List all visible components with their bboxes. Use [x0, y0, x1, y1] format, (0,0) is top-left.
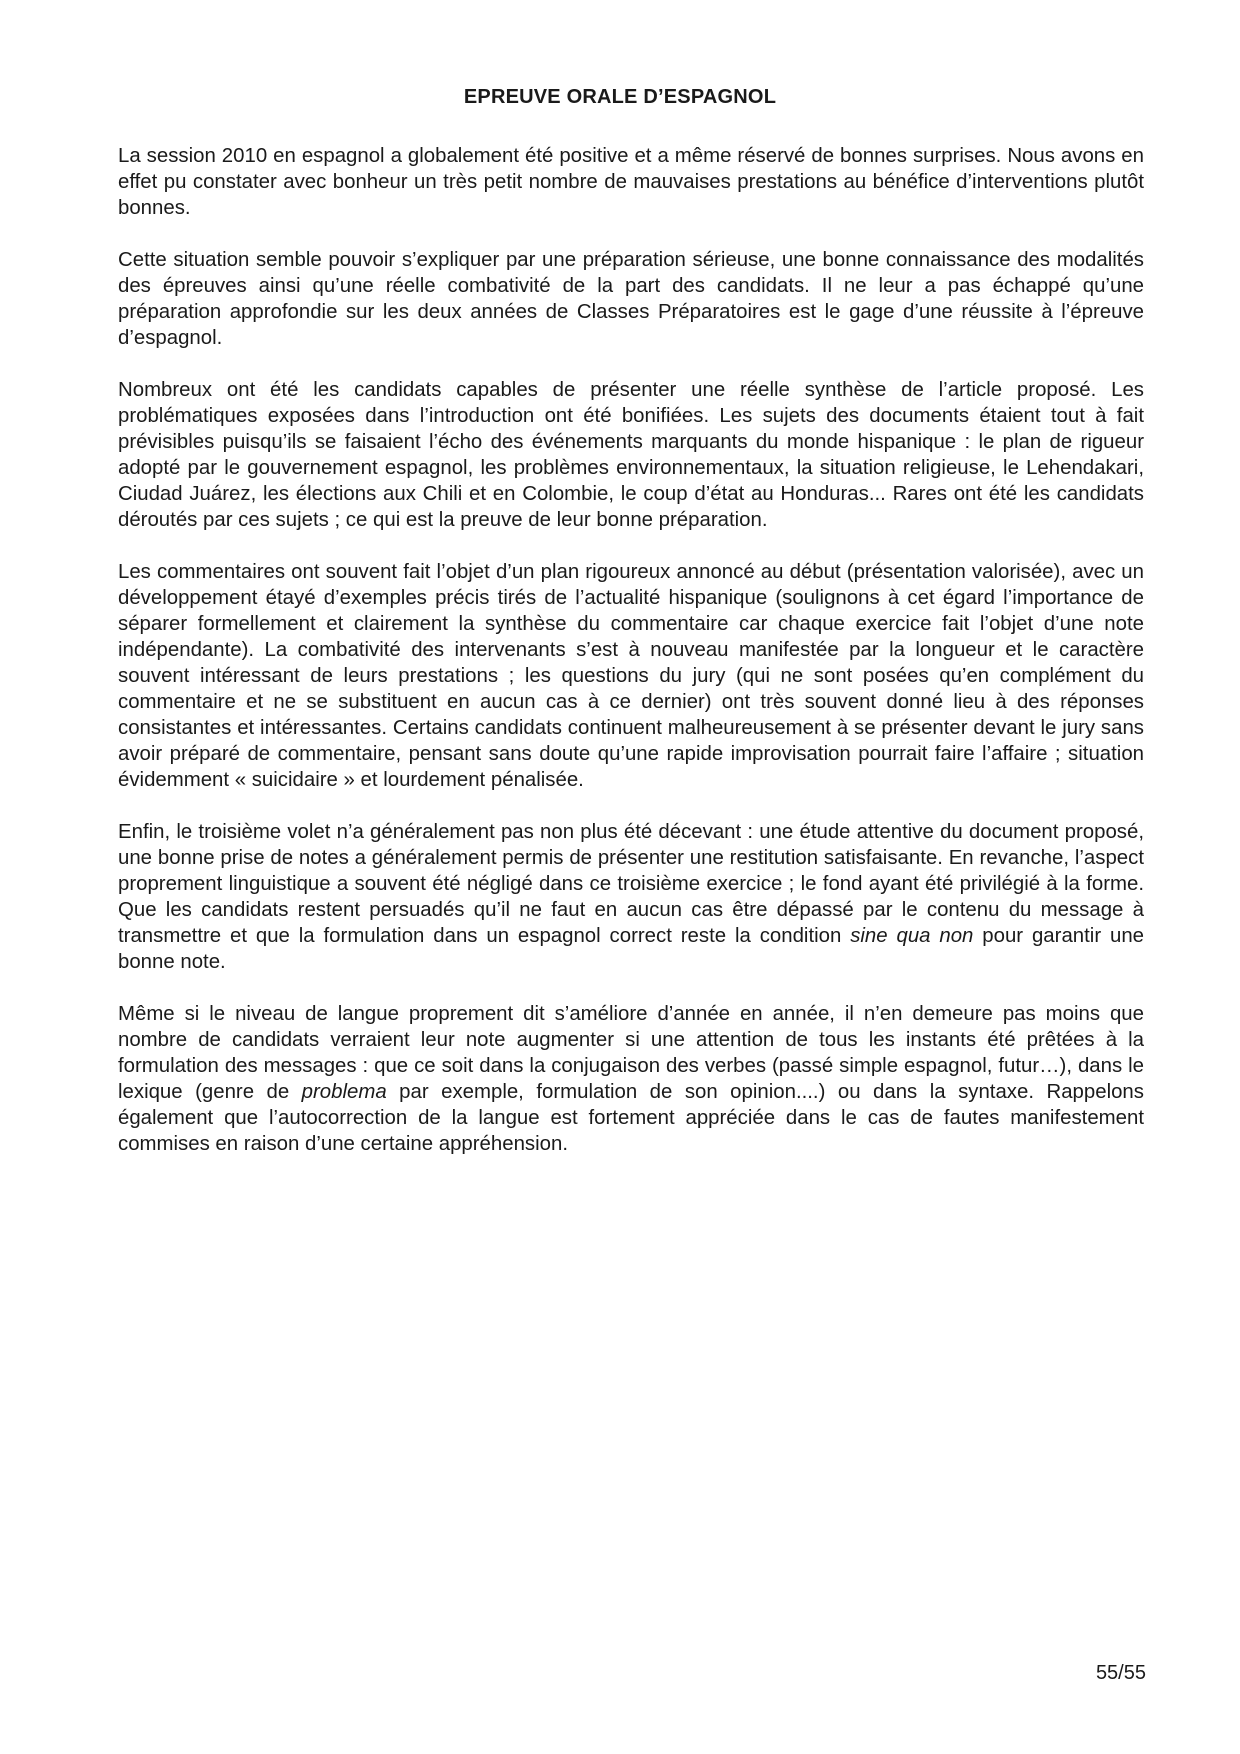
paragraph-3: Nombreux ont été les candidats capables de présenter une réelle synthèse de l’article proposé. Les problématiques exposées dans l’introduction ont été bonifiées. Les sujets des documents étaient tout à fait prévisibles puisqu’ils se faisaient l’écho des événements marquants du monde hispanique : le plan de rigueur adopté par le gouvernement espagnol, les problèmes environnementaux, la situation religieuse, le Lehendakari, Ciudad Juárez, les élections aux Chili et en Colombie, le coup d’état au Honduras... Rares ont été les candidats déroutés par ces sujets ; ce qui est la preuve de leur bonne préparation.: [118, 379, 1144, 531]
paragraph-2: Cette situation semble pouvoir s’expliquer par une préparation sérieuse, une bonne connaissance des modalités des épreuves ainsi qu’une réelle combativité de la part des candidats. Il ne leur a pas échappé qu’une préparation approfondie sur les deux années de Classes Préparatoires est le gage d’une réussite à l’épreuve d’espagnol.: [118, 249, 1144, 349]
document-body: [118, 143, 1144, 1183]
paragraph-6-text-after: par exemple, formulation de son opinion....) ou dans la syntaxe. Rappelons également que l’autocorrection de la langue est fortement appréciée dans le cas de fautes manifestement commises en raison d’une certaine appréhension.: [118, 1081, 1144, 1155]
paragraph-5-text-after: pour garantir une bonne note.: [118, 925, 1145, 973]
paragraph-6-emphasis: problema: [301, 1081, 387, 1103]
paragraph-5: [118, 819, 1144, 975]
paragraph-5-text-before: Enfin, le troisième volet n’a généralement pas non plus été décevant : une étude attentive du document proposé, une bonne prise de notes a généralement permis de présenter une restitution satisfaisante. En revanche, l’aspect proprement linguistique a souvent été négligé dans ce troisième exercice ; le fond ayant été privilégié à la forme. Que les candidats restent persuadés qu’il ne faut en aucun cas être dépassé par le contenu du message à transmettre et que la formulation dans un espagnol correct reste la condition: [118, 821, 1144, 947]
paragraph-4: Les commentaires ont souvent fait l’objet d’un plan rigoureux annoncé au début (présentation valorisée), avec un développement étayé d’exemples précis tirés de l’actualité hispanique (soulignons à cet égard l’importance de séparer formellement et clairement la synthèse du commentaire car chaque exercice fait l’objet d’une note indépendante). La combativité des intervenants s’est à nouveau manifestée par la longueur et le caractère souvent intéressant de leurs prestations ; les questions du jury (qui ne sont posées qu’en complément du commentaire et ne se substituent en aucun cas à ce dernier) ont très souvent donné lieu à des réponses consistantes et intéressantes. Certains candidats continuent malheureusement à se présenter devant le jury sans avoir préparé de commentaire, pensant sans doute qu’une rapide improvisation pourrait faire l’affaire ; situation évidemment « suicidaire » et lourdement pénalisée.: [118, 561, 1144, 791]
page-number: 55/55: [1095, 1662, 1146, 1684]
paragraph-5-emphasis: sine qua non: [850, 925, 974, 947]
page-title: EPREUVE ORALE D’ESPAGNOL: [463, 86, 777, 108]
paragraph-6-text-before: Même si le niveau de langue proprement dit s’améliore d’année en année, il n’en demeure pas moins que nombre de candidats verraient leur note augmenter si une attention de tous les instants été prêtées à la formulation des messages : que ce soit dans la conjugaison des verbes (passé simple espagnol, futur…), dans le lexique (genre de: [118, 1003, 1144, 1103]
paragraph-6: [118, 1001, 1144, 1157]
paragraph-1: La session 2010 en espagnol a globalement été positive et a même réservé de bonnes surprises. Nous avons en effet pu constater avec bonheur un très petit nombre de mauvaises prestations au bénéfice d’interventions plutôt bonnes.: [118, 145, 1144, 219]
